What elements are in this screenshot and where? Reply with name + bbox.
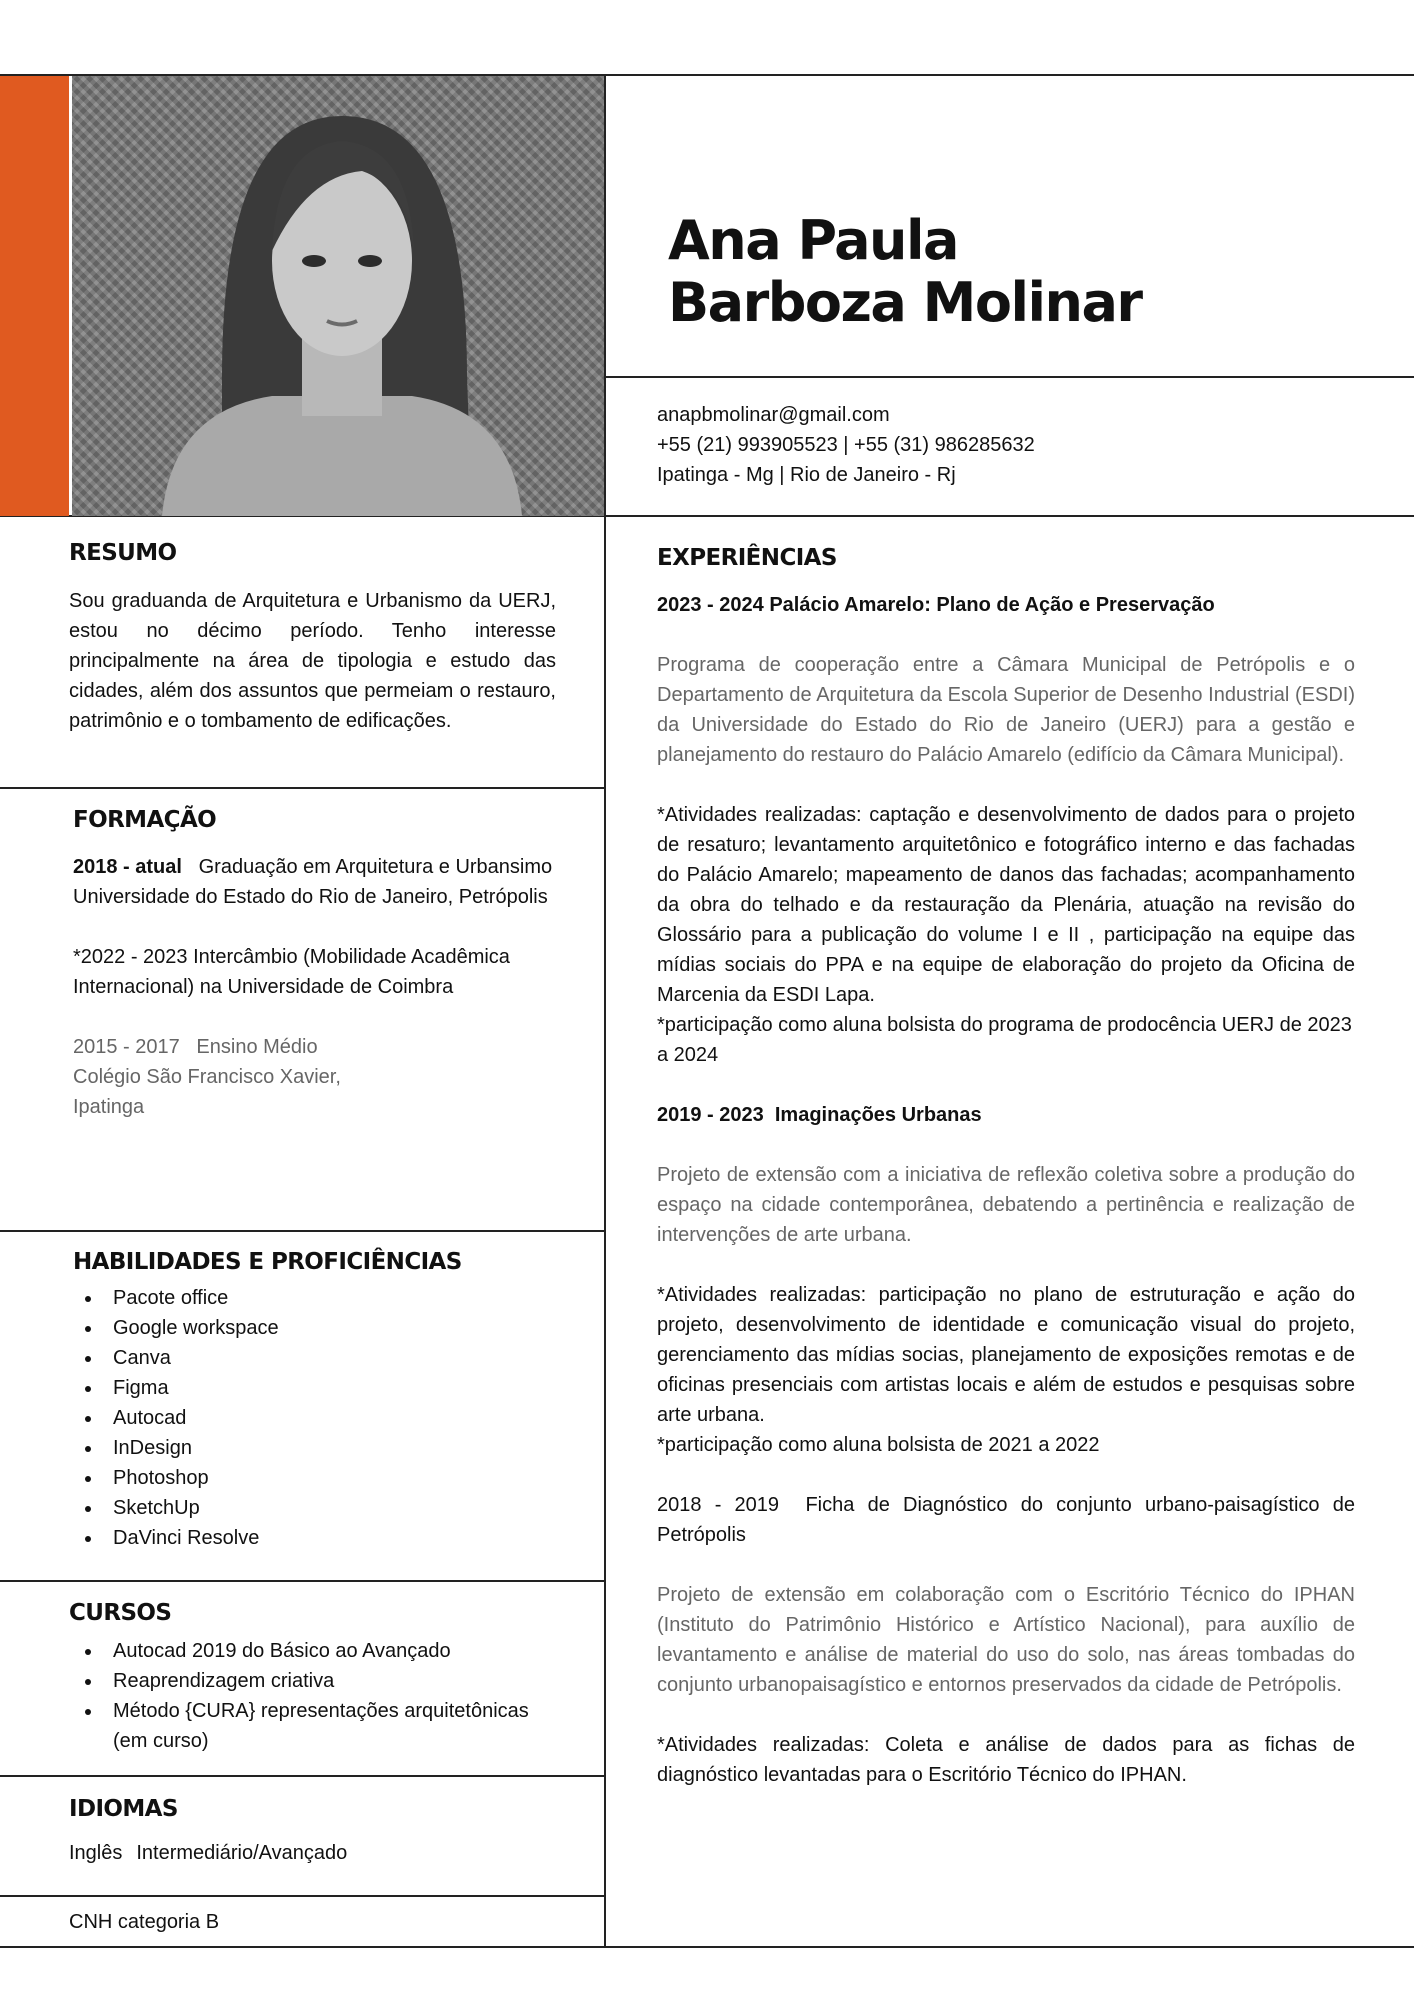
- profile-photo: [72, 76, 604, 516]
- experience-2-note: *participação como aluna bolsista de 2021 a 2022: [657, 1434, 1100, 1456]
- idiomas-divider: [0, 1895, 605, 1897]
- courses-list: [73, 1636, 533, 1756]
- phone-text[interactable]: +55 (21) 993905523 | +55 (31) 986285632: [657, 434, 1035, 456]
- list-item: Canva: [73, 1343, 279, 1373]
- education-2-line-2: Colégio São Francisco Xavier,: [73, 1066, 341, 1088]
- list-item: DaVinci Resolve: [73, 1523, 279, 1553]
- list-item: Método {CURA} representações arquitetônicas (em curso): [73, 1696, 533, 1756]
- formacao-content: [73, 852, 553, 1122]
- experience-2-heading: 2019 - 2023 Imaginações Urbanas: [657, 1104, 982, 1126]
- accent-bar: [0, 76, 69, 516]
- list-item: Figma: [73, 1373, 279, 1403]
- formacao-divider: [0, 1230, 605, 1232]
- language-level: Intermediário/Avançado: [136, 1842, 348, 1864]
- name-divider: [604, 376, 1414, 378]
- email-text[interactable]: anapbmolinar@gmail.com: [657, 404, 890, 426]
- list-item: SketchUp: [73, 1493, 279, 1523]
- experience-2-activities: *Atividades realizadas: participação no plano de estruturação e ação do projeto, desenvolvimento de identidade e comunicação visual do projeto, gerenciamento das mídias socias, planejamento de exposições remotas e de oficinas presenciais com artistas locais e além de estudos e pesquisas sobre arte urbana.: [657, 1284, 1355, 1426]
- language-entry: [69, 1838, 347, 1868]
- education-2-line-3: Ipatinga: [73, 1096, 145, 1118]
- experiencias-content: [657, 590, 1361, 1790]
- list-item: Reaprendizagem criativa: [73, 1666, 533, 1696]
- list-item: Google workspace: [73, 1313, 279, 1343]
- contact-block: [657, 400, 1035, 490]
- experience-1-description: Programa de cooperação entre a Câmara Municipal de Petrópolis e o Departamento de Arquitetura da Escola Superior de Desenho Industrial (ESDI) da Universidade do Estado do Rio de Janeiro (UERJ) para a gestão e planejamento do restauro do Palácio Amarelo (edifício da Câmara Municipal).: [657, 654, 1355, 766]
- name-line-1: Ana Paula: [668, 209, 958, 272]
- language-name: Inglês: [69, 1842, 123, 1864]
- resumo-divider: [0, 787, 605, 789]
- list-item: Autocad 2019 do Básico ao Avançado: [73, 1636, 533, 1666]
- formacao-title: FORMAÇÃO: [73, 807, 217, 833]
- bottom-divider: [0, 1946, 1414, 1948]
- experience-2-description: Projeto de extensão com a iniciativa de reflexão coletiva sobre a produção do espaço na cidade contemporânea, debatendo a pertinência e realização de intervenções de arte urbana.: [657, 1164, 1355, 1246]
- education-1-course: Graduação em Arquitetura e Urbansimo: [198, 856, 553, 878]
- education-1-year: 2018 - atual: [73, 856, 182, 878]
- name-line-2: Barboza Molinar: [668, 271, 1142, 334]
- candidate-name: [668, 210, 1142, 334]
- experience-1-activities: *Atividades realizadas: captação e desenvolvimento de dados para o projeto de resaturo; levantamento arquitetônico e fotográfico interno e das fachadas do Palácio Amarelo; mapeamento de danos das fachadas; acompanhamento da obra do telhado e da restauração da Plenária, atuação na revisão do Glossário para a publicação do volume I e II , participação na equipe das mídias sociais do PPA e na equipe de elaboração do projeto da Oficina de Marcenia da ESDI Lapa.: [657, 804, 1355, 1006]
- experience-3-activities: *Atividades realizadas: Coleta e análise de dados para as fichas de diagnóstico levantadas para o Escritório Técnico do IPHAN.: [657, 1734, 1355, 1786]
- experience-1-heading: 2023 - 2024 Palácio Amarelo: Plano de Ação e Preservação: [657, 594, 1215, 616]
- skills-list: [73, 1283, 279, 1553]
- experiencias-title: EXPERIÊNCIAS: [657, 545, 837, 571]
- exchange-text: *2022 - 2023 Intercâmbio (Mobilidade Acadêmica Internacional) na Universidade de Coimbra: [73, 946, 510, 998]
- habilidades-divider: [0, 1580, 605, 1582]
- habilidades-title: HABILIDADES E PROFICIÊNCIAS: [73, 1249, 462, 1275]
- idiomas-title: IDIOMAS: [69, 1796, 178, 1822]
- resumo-text: Sou graduanda de Arquitetura e Urbanismo da UERJ, estou no décimo período. Tenho interesse principalmente na área de tipologia e estudo das cidades, além dos assuntos que permeiam o restauro, patrimônio e o tombamento de edificações.: [69, 590, 556, 732]
- list-item: Pacote office: [73, 1283, 279, 1313]
- list-item: Autocad: [73, 1403, 279, 1433]
- cursos-divider: [0, 1775, 605, 1777]
- experience-1-note: *participação como aluna bolsista do programa de prodocência UERJ de 2023 a 2024: [657, 1014, 1352, 1066]
- location-text: Ipatinga - Mg | Rio de Janeiro - Rj: [657, 464, 956, 486]
- list-item: Photoshop: [73, 1463, 279, 1493]
- education-2-line-1: 2015 - 2017 Ensino Médio: [73, 1036, 318, 1058]
- education-1-institution: Universidade do Estado do Rio de Janeiro, Petrópolis: [73, 886, 548, 908]
- portrait-illustration: [72, 76, 604, 516]
- resumo-title: RESUMO: [69, 540, 177, 566]
- column-divider: [604, 74, 606, 1948]
- list-item: InDesign: [73, 1433, 279, 1463]
- experience-3-heading: 2018 - 2019 Ficha de Diagnóstico do conjunto urbano-paisagístico de Petrópolis: [657, 1494, 1361, 1546]
- cnh-text: CNH categoria B: [69, 1911, 220, 1933]
- experience-3-description: Projeto de extensão em colaboração com o Escritório Técnico do IPHAN (Instituto do Patrimônio Histórico e Artístico Nacional), para auxílio de levantamento e análise de material do uso do solo, nas áreas tombadas do conjunto urbanopaisagístico e entornos preservados da cidade de Petrópolis.: [657, 1584, 1355, 1696]
- cursos-title: CURSOS: [69, 1600, 172, 1626]
- education-entry-1: [73, 852, 553, 882]
